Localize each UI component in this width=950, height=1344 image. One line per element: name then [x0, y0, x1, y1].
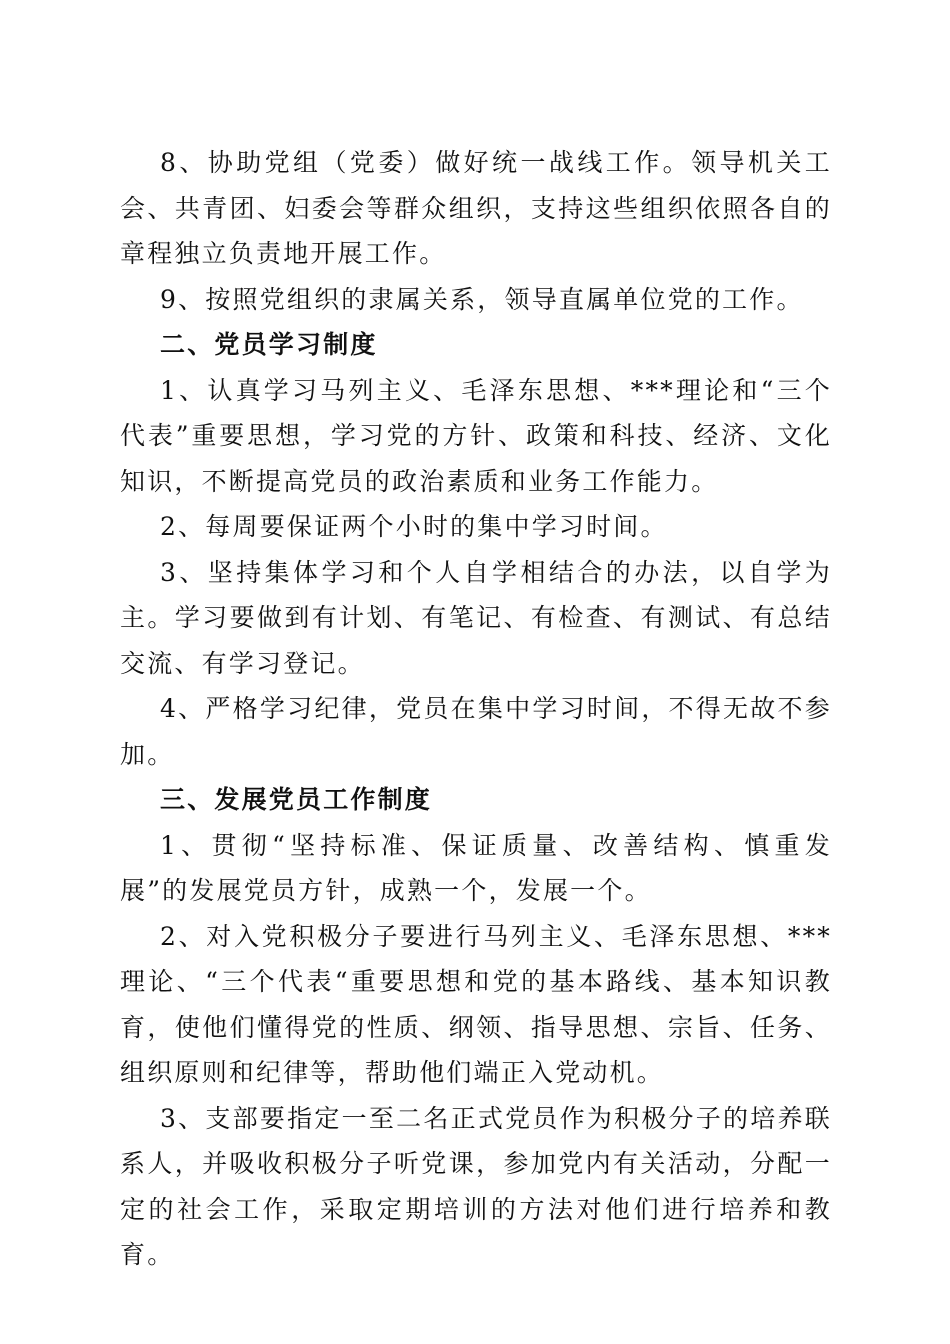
paragraph-8-united-front: 8、协助党组（党委）做好统一战线工作。领导机关工会、共青团、妇委会等群众组织，支持这些组织依照各自的章程独立负责地开展工作。 — [120, 148, 832, 268]
development-item-2: 2、对入党积极分子要进行马列主义、毛泽东思想、***理论、“三个代表“重要思想和党的基本路线、基本知识教育，使他们懂得党的性质、纲领、指导思想、宗旨、任务、组织原则和纪律等，帮助他们端正入党动机。 — [120, 921, 832, 1087]
study-item-2: 2、每周要保证两个小时的集中学习时间。 — [160, 512, 668, 541]
study-item-4: 4、严格学习纪律，党员在集中学习时间，不得无故不参加。 — [120, 694, 832, 769]
document-body — [120, 140, 832, 1278]
development-item-3: 3、支部要指定一至二名正式党员作为积极分子的培养联系人，并吸收积极分子听党课，参加党内有关活动，分配一定的社会工作，采取定期培训的方法对他们进行培养和教育。 — [120, 1103, 832, 1269]
development-item-1: 1、贯彻“坚持标准、保证质量、改善结构、慎重发展”的发展党员方针，成熟一个，发展一个。 — [120, 830, 832, 905]
paragraph-9-subordinate-units: 9、按照党组织的隶属关系，领导直属单位党的工作。 — [160, 284, 804, 314]
study-item-1: 1、认真学习马列主义、毛泽东思想、***理论和“三个代表”重要思想，学习党的方针、政策和科技、经济、文化知识，不断提高党员的政治素质和业务工作能力。 — [120, 375, 832, 496]
study-item-3: 3、坚持集体学习和个人自学相结合的办法，以自学为主。学习要做到有计划、有笔记、有检查、有测试、有总结交流、有学习登记。 — [120, 557, 832, 678]
section-heading-2: 二、党员学习制度 — [160, 330, 378, 359]
section-heading-3: 三、发展党员工作制度 — [160, 785, 433, 814]
